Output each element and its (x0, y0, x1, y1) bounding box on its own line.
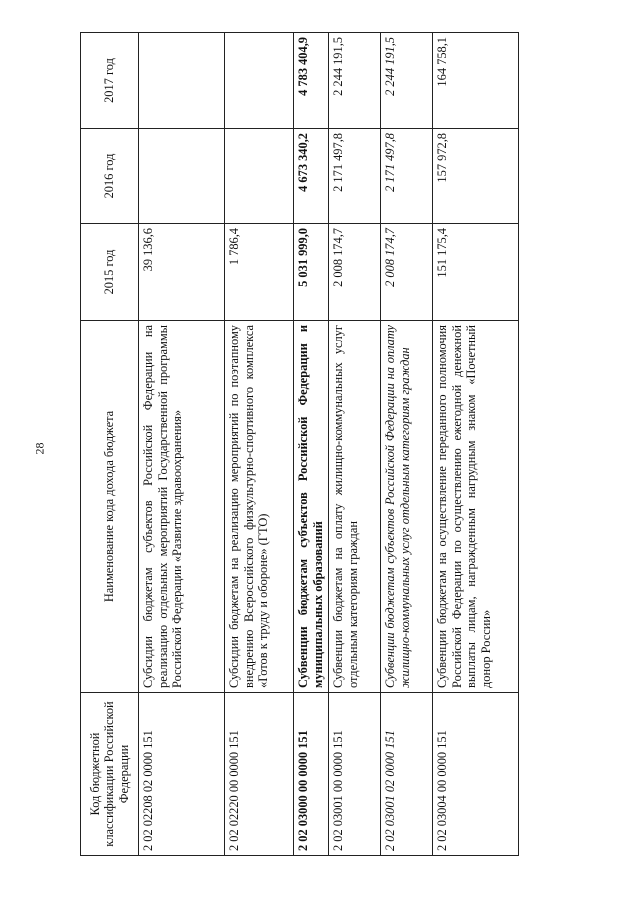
cell-2017: 4 783 404,9 (294, 33, 329, 129)
cell-code: 2 02 02208 02 0000 151 (139, 693, 225, 856)
cell-2016: 157 972,8 (433, 129, 519, 224)
cell-2017 (225, 33, 294, 129)
cell-2016 (139, 129, 225, 224)
cell-2016: 4 673 340,2 (294, 129, 329, 224)
table-row-italic (381, 33, 433, 856)
cell-2016: 2 171 497,8 (329, 129, 381, 224)
cell-name: Субсидии бюджетам на реализацию мероприятий по поэтапному внедрению Всероссийского физкультурно-спортивного комплекса «Готов к труду и обороне» (ГТО) (225, 321, 294, 693)
cell-name: Субвенции бюджетам на осуществление переданного полномочия Российской Федерации по осуществлению ежегодной денежной выплаты лицам, награжденным нагрудным знаком «Почетный донор России» (433, 321, 519, 693)
header-year-2016: 2016 год (81, 129, 139, 224)
header-code: Код бюджетной классификации Российской Федерации (81, 693, 139, 856)
table-header-row (81, 33, 139, 856)
table-row (139, 33, 225, 856)
cell-2017: 2 244 191,5 (329, 33, 381, 129)
cell-2017: 2 244 191,5 (381, 33, 433, 129)
header-year-2017: 2017 год (81, 33, 139, 129)
cell-2015: 151 175,4 (433, 224, 519, 321)
cell-code: 2 02 03000 00 0000 151 (294, 693, 329, 856)
table-row (329, 33, 381, 856)
cell-name: Субвенции бюджетам субъектов Российской Федерации на оплату жилищно-коммунальных услуг отдельным категориям граждан (381, 321, 433, 693)
cell-2015: 5 031 999,0 (294, 224, 329, 321)
table-row (433, 33, 519, 856)
cell-code: 2 02 02220 00 0000 151 (225, 693, 294, 856)
cell-2016 (225, 129, 294, 224)
cell-2015: 1 786,4 (225, 224, 294, 321)
cell-2015: 2 008 174,7 (329, 224, 381, 321)
cell-2015: 39 136,6 (139, 224, 225, 321)
rotated-table-wrapper (80, 33, 496, 856)
table-row-total (294, 33, 329, 856)
cell-code: 2 02 03001 02 0000 151 (381, 693, 433, 856)
cell-2016: 2 171 497,8 (381, 129, 433, 224)
header-year-2015: 2015 год (81, 224, 139, 321)
table-row (225, 33, 294, 856)
page-number: 28 (32, 442, 47, 455)
cell-code: 2 02 03004 00 0000 151 (433, 693, 519, 856)
cell-2015: 2 008 174,7 (381, 224, 433, 321)
cell-name: Субвенции бюджетам на оплату жилищно-коммунальных услуг отдельным категориям граждан (329, 321, 381, 693)
budget-revenue-table (80, 32, 519, 856)
cell-2017: 164 758,1 (433, 33, 519, 129)
header-name: Наименование кода дохода бюджета (81, 321, 139, 693)
cell-name: Субсидии бюджетам субъектов Российской Федерации на реализацию отдельных мероприятий Государственной программы Российской Федерации «Развитие здравоохранения» (139, 321, 225, 693)
cell-code: 2 02 03001 00 0000 151 (329, 693, 381, 856)
cell-2017 (139, 33, 225, 129)
cell-name: Субвенции бюджетам субъектов Российской Федерации и муниципальных образований (294, 321, 329, 693)
